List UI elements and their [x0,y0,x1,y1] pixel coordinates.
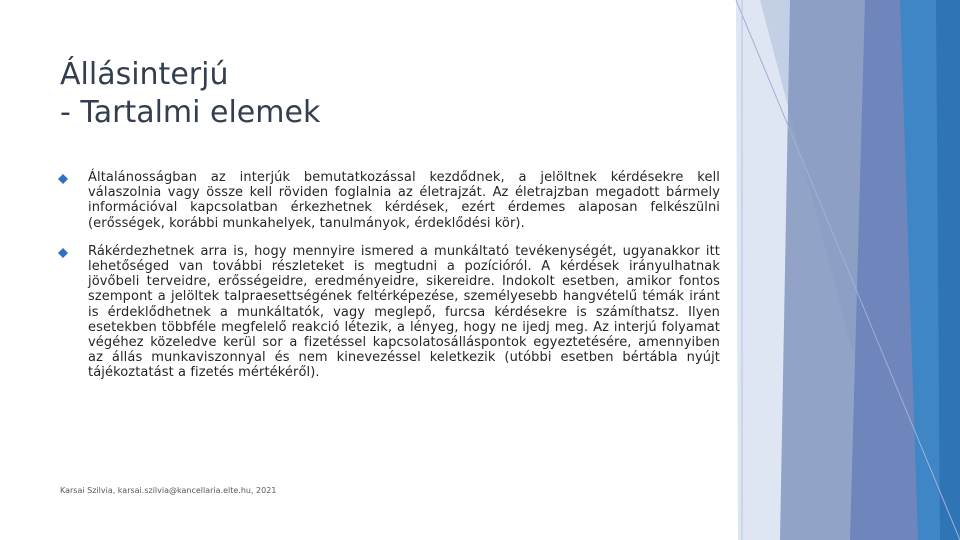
slide-title-line-2: - Tartalmi elemek [60,95,321,130]
bullet-item [58,170,720,231]
bullet-text: Általánosságban az interjúk bemutatkozással kezdődnek, a jelöltnek kérdésekre kell válaszolnia vagy össze kell röviden foglalnia az életrajzát. Az életrajzban megadott bármely információval kapcsolatban érkezhetnek kérdések, ezért érdemes alaposan felkészülni (erősségek, korábbi munkahelyek, tanulmányok, érdeklődési kör). [88,170,720,231]
slide-title [60,56,700,132]
bullet-text: Rákérdezhetnek arra is, hogy mennyire ismered a munkáltató tevékenységét, ugyanakkor itt lehetőséged van további részleteket is megtudni a pozícióról. A kérdések irányulhatnak jövőbeli terveidre, erősségeidre, eredményeidre, sikereidre. Indokolt esetben, amikor fontos szempont a jelöltek talpraesettségének feltérképezése, személyesebb hangvételű témák iránt is érdeklődhetnek a munkáltatók, vagy meglepő, furcsa kérdésekre is számíthatsz. Ilyen esetekben többféle megfelelő reakció létezik, a lényeg, hogy ne ijedj meg. Az interjú folyamat végéhez közeledve kerül sor a fizetéssel kapcsolatosálláspontok egyeztetésére, amennyiben az állás munkaviszonnyal és nem kinevezéssel keletkezik (utóbbi esetben bértábla nyújt tájékoztatást a fizetés mértékéről). [88,243,720,381]
slide-title-line-1: Állásinterjú [60,57,229,92]
slide-footer: Karsai Szilvia, karsai.szilvia@kancellaria.elte.hu, 2021 [60,486,277,495]
side-panel-deep [936,0,960,540]
diamond-bullet-icon [58,174,68,184]
bullet-item [58,244,720,381]
diamond-bullet-icon [58,248,68,258]
bullet-list [58,170,720,394]
